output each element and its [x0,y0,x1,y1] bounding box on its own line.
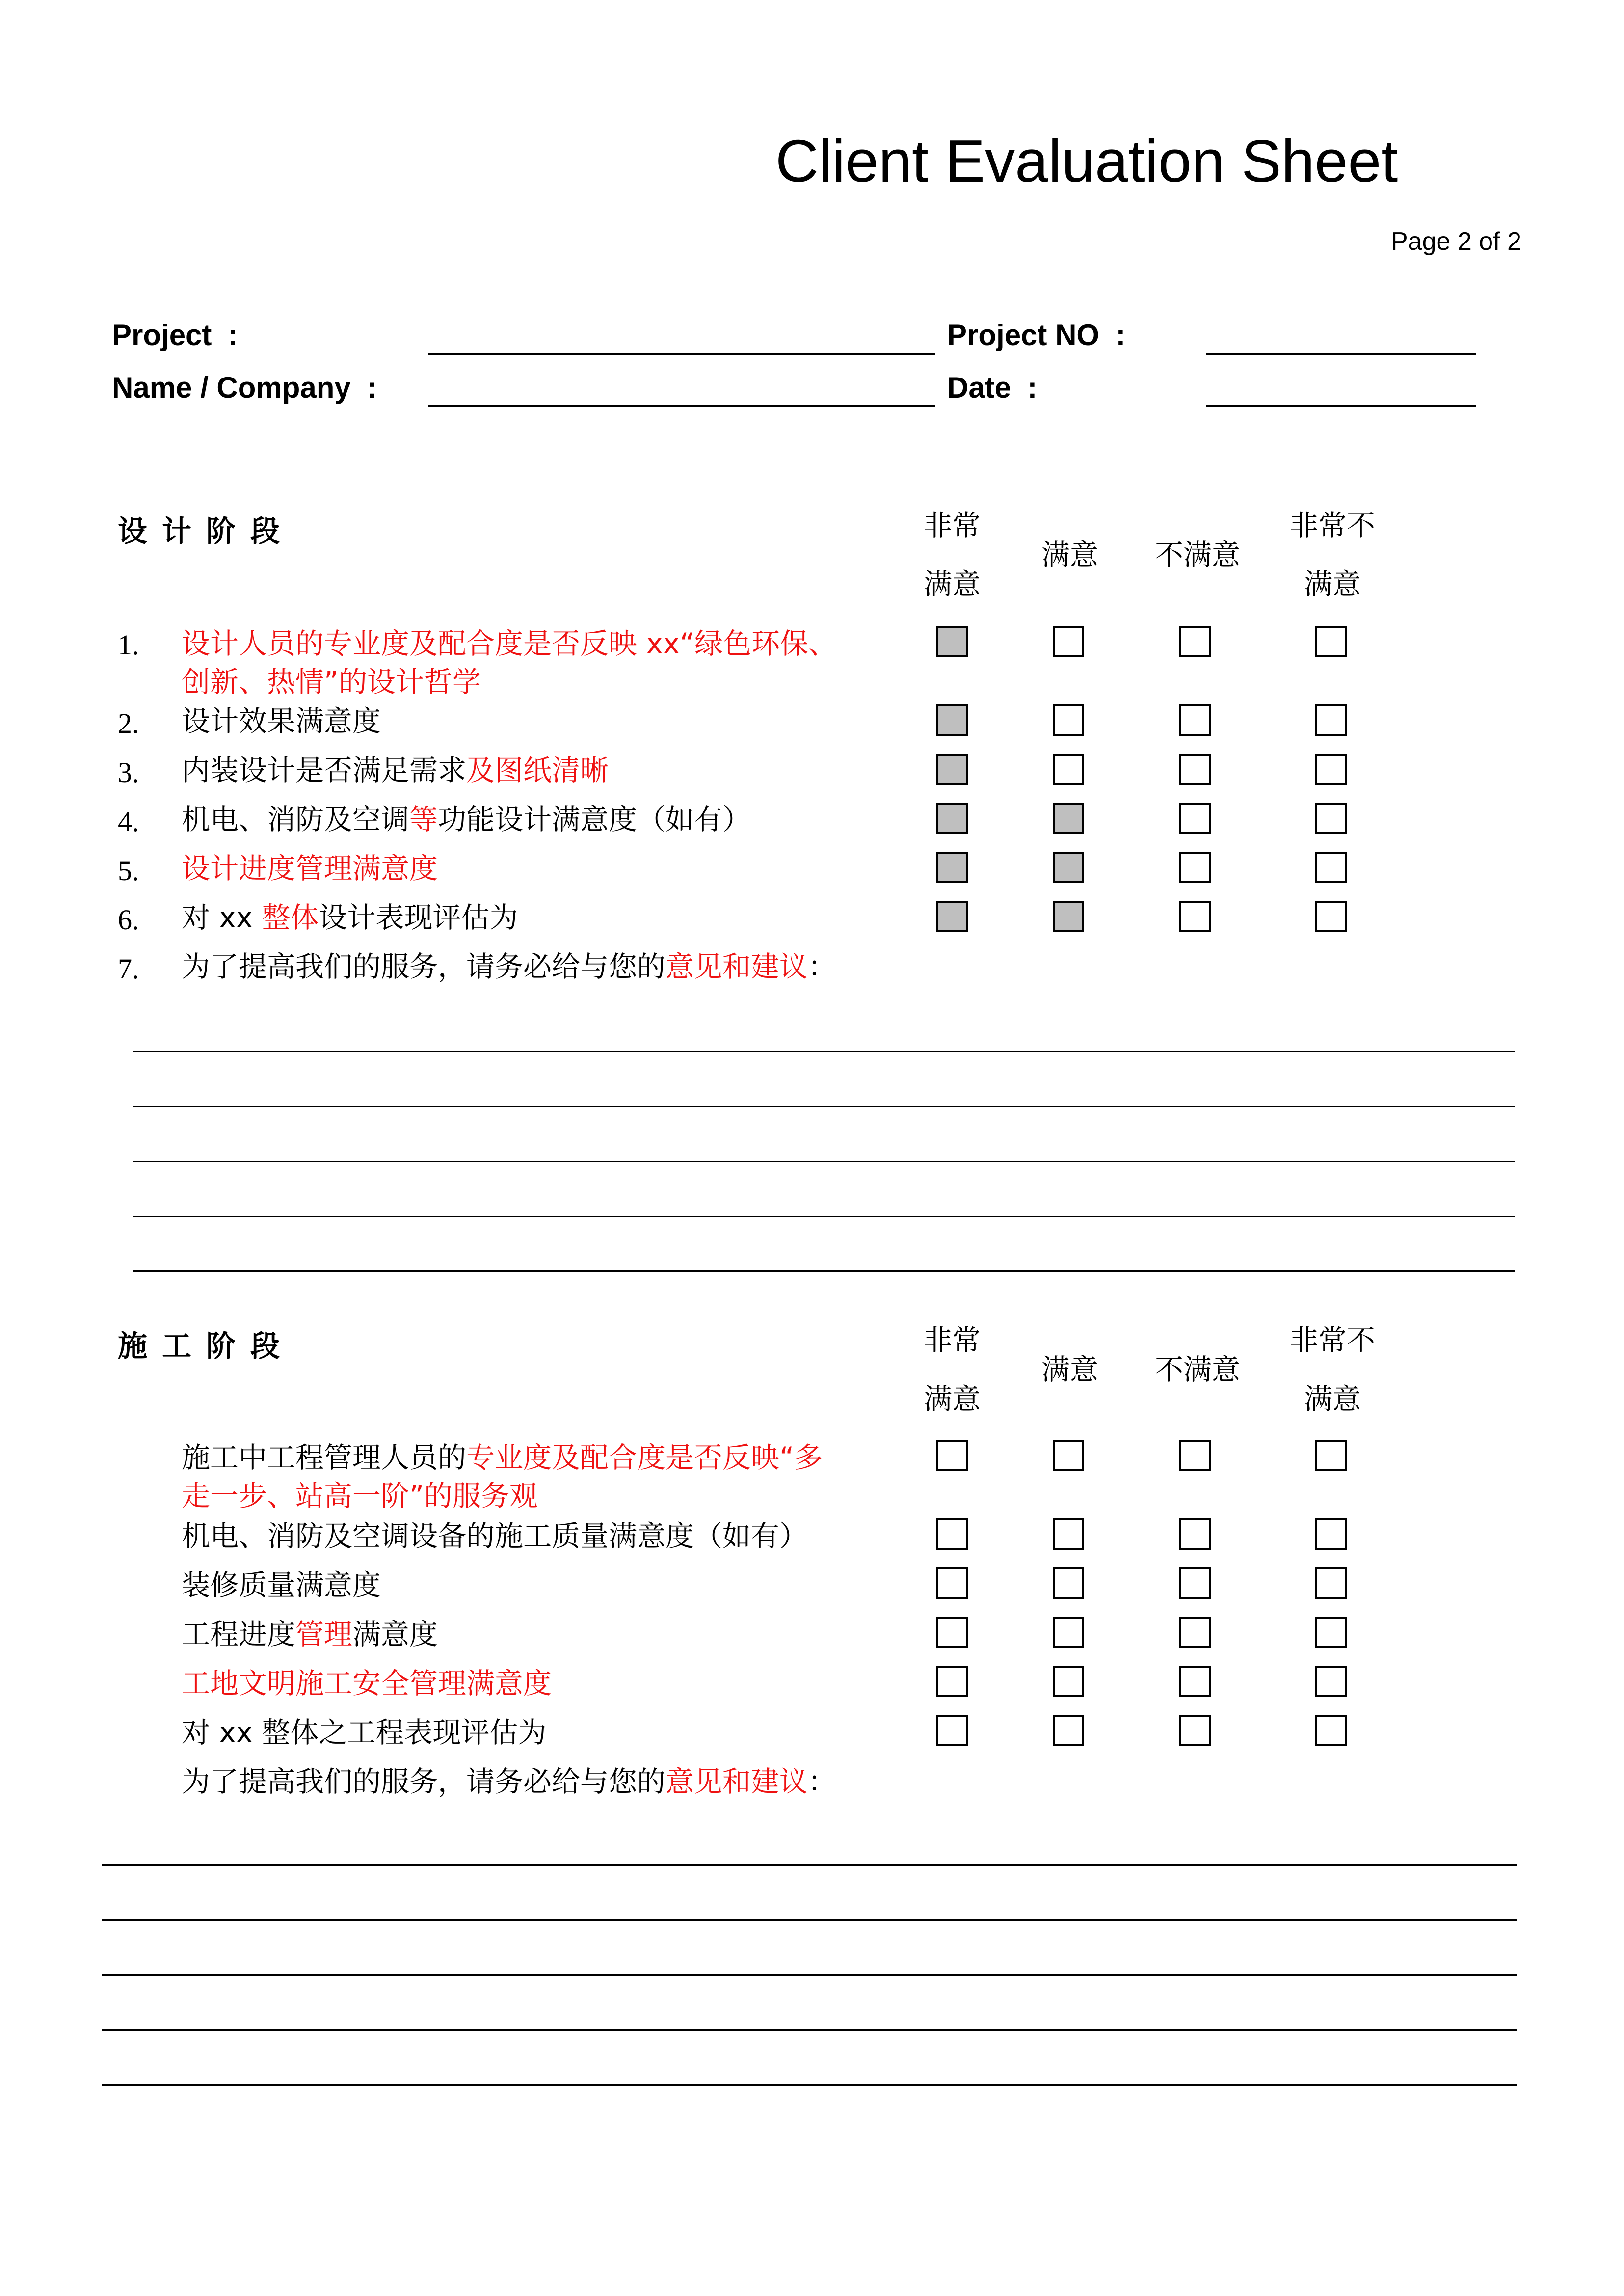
design-q2-text: 设计效果满意度 [182,704,381,738]
date-label: Date : [947,371,1038,404]
project-label: Project : [112,319,238,351]
construction-q2-very-dissatisfied-checkbox[interactable] [1315,1518,1347,1550]
design-q4-very-satisfied-checkbox[interactable] [936,803,968,834]
col-very-satisfied: 非常 满意 [923,509,981,601]
design-comment-line[interactable] [133,1270,1515,1272]
col-satisfied: 满意 [1041,1353,1098,1386]
document-title: Client Evaluation Sheet [775,128,1398,194]
design-q2-very-satisfied-checkbox[interactable] [936,704,968,736]
design-q6-number: 6. [118,904,139,936]
construction-q4-dissatisfied-checkbox[interactable] [1179,1617,1211,1648]
construction-comment-line[interactable] [102,2029,1517,2031]
construction-q4-text: 工程进度管理满意度 [182,1618,438,1651]
project-no-input-line[interactable] [1206,353,1476,355]
construction-q4-very-dissatisfied-checkbox[interactable] [1315,1617,1347,1648]
construction-q6-dissatisfied-checkbox[interactable] [1179,1715,1211,1746]
design-comment-line[interactable] [133,1106,1515,1107]
design-q1-very-satisfied-checkbox[interactable] [936,626,968,657]
design-q1-number: 1. [118,629,139,661]
construction-q1-line1: 施工中工程管理人员的专业度及配合度是否反映“多 [182,1441,823,1474]
construction-q3-very-satisfied-checkbox[interactable] [936,1567,968,1599]
design-section-title: 设计阶段 [118,514,294,549]
design-q4-number: 4. [118,806,139,837]
design-q3-very-satisfied-checkbox[interactable] [936,754,968,785]
design-q1-very-dissatisfied-checkbox[interactable] [1315,626,1347,657]
design-q5-satisfied-checkbox[interactable] [1053,852,1084,883]
design-comment-line[interactable] [133,1216,1515,1217]
construction-q4-satisfied-checkbox[interactable] [1053,1617,1084,1648]
design-q3-satisfied-checkbox[interactable] [1053,754,1084,785]
design-q5-very-satisfied-checkbox[interactable] [936,852,968,883]
design-q5-text: 设计进度管理满意度 [182,852,438,885]
design-q4-text: 机电、消防及空调等功能设计满意度（如有） [182,803,751,836]
construction-q2-very-satisfied-checkbox[interactable] [936,1518,968,1550]
construction-q3-dissatisfied-checkbox[interactable] [1179,1567,1211,1599]
design-q2-number: 2. [118,707,139,739]
design-q4-very-dissatisfied-checkbox[interactable] [1315,803,1347,834]
design-q5-very-dissatisfied-checkbox[interactable] [1315,852,1347,883]
design-q1-satisfied-checkbox[interactable] [1053,626,1084,657]
design-q3-very-dissatisfied-checkbox[interactable] [1315,754,1347,785]
construction-q5-dissatisfied-checkbox[interactable] [1179,1666,1211,1697]
construction-comment-line[interactable] [102,1919,1517,1921]
design-q4-satisfied-checkbox[interactable] [1053,803,1084,834]
construction-comment-line[interactable] [102,2084,1517,2086]
construction-q3-text: 装修质量满意度 [182,1568,381,1602]
col-dissatisfied: 不满意 [1154,538,1240,571]
date-input-line[interactable] [1206,405,1476,407]
construction-q1-line2: 走一步、站高一阶”的服务观 [182,1479,538,1513]
name-company-input-line[interactable] [428,405,935,407]
design-q3-number: 3. [118,756,139,788]
construction-q1-dissatisfied-checkbox[interactable] [1179,1440,1211,1471]
name-company-label: Name / Company : [112,371,377,404]
col-very-satisfied: 非常 满意 [923,1324,981,1416]
construction-comment-line[interactable] [102,1974,1517,1976]
construction-q5-satisfied-checkbox[interactable] [1053,1666,1084,1697]
construction-q2-dissatisfied-checkbox[interactable] [1179,1518,1211,1550]
design-q6-very-satisfied-checkbox[interactable] [936,901,968,932]
construction-q1-very-satisfied-checkbox[interactable] [936,1440,968,1471]
construction-comment-line[interactable] [102,1864,1517,1866]
construction-q6-satisfied-checkbox[interactable] [1053,1715,1084,1746]
col-very-dissatisfied: 非常不 满意 [1289,1324,1375,1416]
col-very-dissatisfied: 非常不 满意 [1289,509,1375,601]
design-q6-very-dissatisfied-checkbox[interactable] [1315,901,1347,932]
design-q5-dissatisfied-checkbox[interactable] [1179,852,1211,883]
design-q2-dissatisfied-checkbox[interactable] [1179,704,1211,736]
construction-q5-very-satisfied-checkbox[interactable] [936,1666,968,1697]
construction-q2-satisfied-checkbox[interactable] [1053,1518,1084,1550]
construction-q6-very-dissatisfied-checkbox[interactable] [1315,1715,1347,1746]
construction-q3-satisfied-checkbox[interactable] [1053,1567,1084,1599]
construction-section-title: 施工阶段 [118,1329,294,1364]
construction-q2-text: 机电、消防及空调设备的施工质量满意度（如有） [182,1519,808,1553]
design-q2-satisfied-checkbox[interactable] [1053,704,1084,736]
design-q2-very-dissatisfied-checkbox[interactable] [1315,704,1347,736]
design-q1-line2: 创新、热情”的设计哲学 [182,665,481,699]
project-input-line[interactable] [428,353,935,355]
construction-q1-satisfied-checkbox[interactable] [1053,1440,1084,1471]
construction-q5-very-dissatisfied-checkbox[interactable] [1315,1666,1347,1697]
construction-q1-very-dissatisfied-checkbox[interactable] [1315,1440,1347,1471]
design-q3-dissatisfied-checkbox[interactable] [1179,754,1211,785]
col-dissatisfied: 不满意 [1154,1353,1240,1386]
design-comment-line[interactable] [133,1161,1515,1162]
design-q1-dissatisfied-checkbox[interactable] [1179,626,1211,657]
design-q6-text: 对 xx 整体设计表现评估为 [182,901,518,934]
design-q4-dissatisfied-checkbox[interactable] [1179,803,1211,834]
design-q5-number: 5. [118,855,139,887]
design-q3-text: 内装设计是否满足需求及图纸清晰 [182,754,609,787]
construction-q6-text: 对 xx 整体之工程表现评估为 [182,1716,547,1749]
construction-q4-very-satisfied-checkbox[interactable] [936,1617,968,1648]
construction-q3-very-dissatisfied-checkbox[interactable] [1315,1567,1347,1599]
design-comment-line[interactable] [133,1051,1515,1052]
construction-q6-very-satisfied-checkbox[interactable] [936,1715,968,1746]
design-q6-dissatisfied-checkbox[interactable] [1179,901,1211,932]
page-number: Page 2 of 2 [1391,227,1521,256]
design-q6-satisfied-checkbox[interactable] [1053,901,1084,932]
design-q1-line1: 设计人员的专业度及配合度是否反映 xx“绿色环保、 [182,627,837,660]
construction-q5-text: 工地文明施工安全管理满意度 [182,1667,552,1700]
construction-q7-text: 为了提高我们的服务，请务必给与您的意见和建议： [182,1765,837,1798]
project-no-label: Project NO : [947,319,1126,351]
col-satisfied: 满意 [1041,538,1098,571]
design-q7-text: 为了提高我们的服务，请务必给与您的意见和建议： [182,950,837,983]
design-q7-number: 7. [118,953,139,985]
